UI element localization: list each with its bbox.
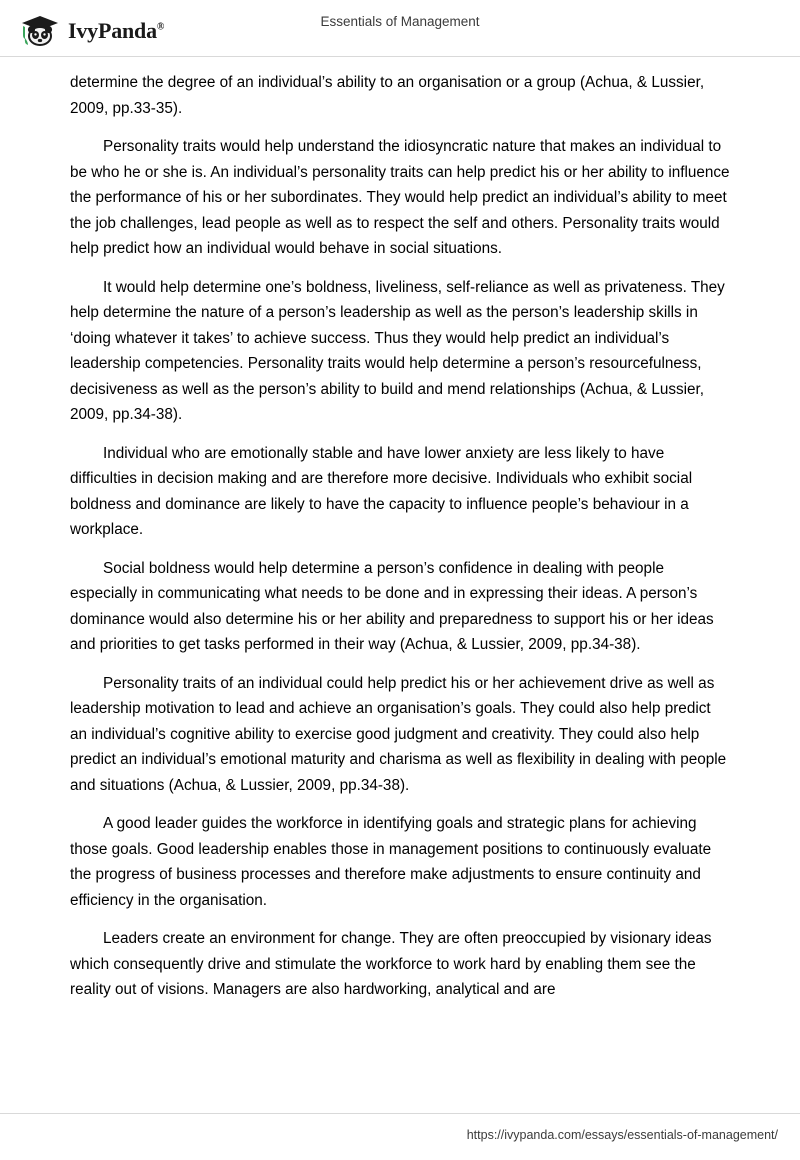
paragraph: Individual who are emotionally stable and have lower anxiety are less likely to have difficulties in decision making and are therefore more decisive. Individuals who exhibit social boldness and dominance are likely to have the capacity to influence people’s behaviour in a workplace.: [70, 444, 693, 538]
page-header: [0, 0, 800, 56]
footer-divider: [0, 1113, 800, 1114]
paragraph: It would help determine one’s boldness, liveliness, self-reliance as well as privateness. They help determine the nature of a person’s leadership as well as the person’s leadership skills in ‘doing whatever it takes’ to achieve success. Thus they would help predict an individual’s leadership competencies. Personality traits would help determine a person’s resourcefulness, decisiveness as well as the person’s ability to build and mend relationships (Achua, & Lussier, 2009, pp.34-38).: [70, 278, 725, 423]
registered-mark: ®: [156, 21, 165, 33]
source-url-link[interactable]: https://ivypanda.com/essays/essentials-of-management/: [466, 1128, 778, 1142]
paragraph: Leaders create an environment for change. They are often preoccupied by visionary ideas which consequently drive and stimulate the workforce to work hard by enabling them see the reality out of visions. Managers are also hardworking, analytical and are: [70, 930, 712, 998]
document-body: [70, 70, 730, 1016]
page-title: Essentials of Management: [320, 14, 480, 29]
paragraph: Personality traits would help understand the idiosyncratic nature that makes an individual to be who he or she is. An individual’s personality traits can help predict his or her ability to influence the performance of his or her subordinates. They would help predict an individual’s ability to meet the job challenges, lead people as well as to respect the self and others. Personality traits would help predict how an individual would behave in social situations.: [70, 138, 730, 257]
paragraph: Personality traits of an individual could help predict his or her achievement drive as well as leadership motivation to lead and achieve an organisation’s goals. They could also help predict an individual’s cognitive ability to exercise good judgment and creativity. They could also help predict an individual’s emotional maturity and charisma as well as flexibility in dealing with people and situations (Achua, & Lussier, 2009, pp.34-38).: [70, 674, 727, 794]
paragraph: determine the degree of an individual’s ability to an organisation or a group (Achua, & Lussier, 2009, pp.33-35).: [70, 74, 705, 117]
paragraph: Social boldness would help determine a person’s confidence in dealing with people especially in communicating what needs to be done and in expressing their ideas. A person’s dominance would also determine his or her ability and preparedness to support his or her ideas and priorities to get tasks performed in their way (Achua, & Lussier, 2009, pp.34-38).: [70, 559, 714, 653]
paragraph: A good leader guides the workforce in identifying goals and strategic plans for achieving those goals. Good leadership enables those in management positions to continuously evaluate the progress of business processes and therefore make adjustments to ensure continuity and efficiency in the organisation.: [70, 815, 712, 909]
header-divider: [0, 56, 800, 57]
brand-name-text: IvyPanda: [68, 18, 157, 43]
